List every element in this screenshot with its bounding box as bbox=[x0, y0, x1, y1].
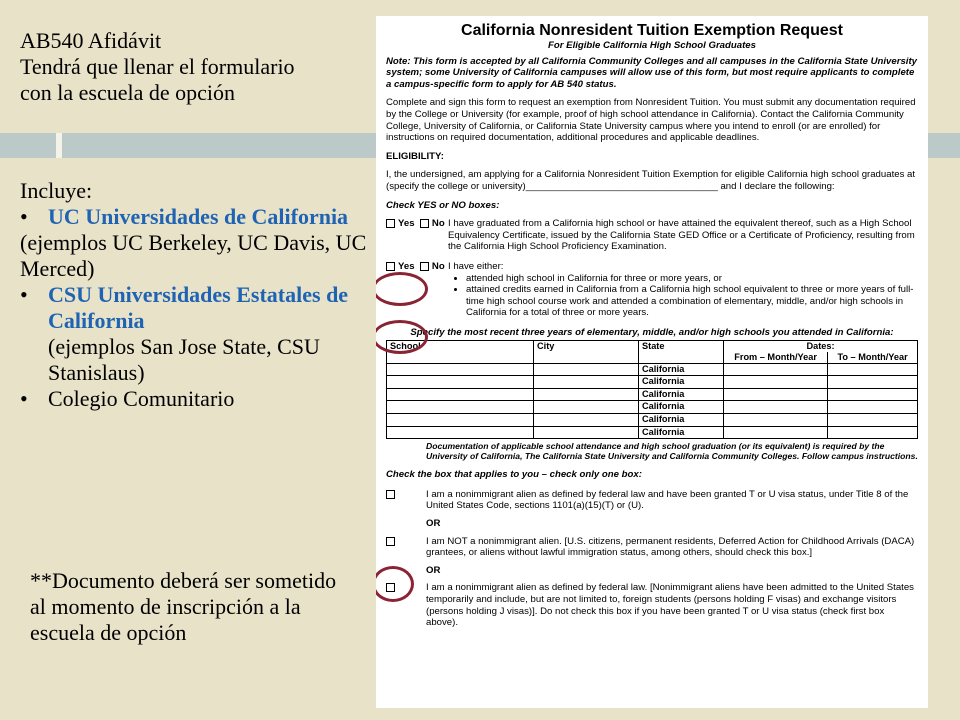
eligibility-text: I, the undersigned, am applying for a California Nonresident Tuition Exemption for eligible California high school graduates at (specify the college or university)____________________________________ and I declare the following: bbox=[386, 169, 916, 192]
includes-label: Incluye: bbox=[20, 178, 93, 203]
no-label: No bbox=[431, 260, 445, 272]
question-bullets bbox=[448, 273, 918, 319]
status-option bbox=[386, 582, 918, 628]
submission-note: **Documento deberá ser sometido al momento de inscripción a la escuela de opción bbox=[30, 568, 337, 645]
table-footnote: Documentation of applicable school attendance and high school graduation (or its equivalent) is required by the University of California, The California State University and California Community Colleges. Follow campus instructions. bbox=[426, 441, 918, 462]
status-checkbox[interactable] bbox=[386, 537, 395, 546]
yes-label: Yes bbox=[398, 218, 415, 230]
list-item-detail: (ejemplos San Jose State, CSU Stanislaus) bbox=[48, 334, 320, 385]
col-city: City bbox=[534, 341, 639, 363]
form-title: California Nonresident Tuition Exemption Request bbox=[461, 22, 843, 39]
col-school: School bbox=[387, 341, 534, 363]
question-body bbox=[448, 261, 918, 319]
status-option bbox=[386, 536, 918, 559]
question-bullet: • attained credits earned in California from a California high school equivalent to three or more years of full-time high school course work and attended a combination of elementary, middle, and/or high schools in California for a total of three or more years. bbox=[466, 284, 918, 319]
col-state: State bbox=[639, 341, 724, 363]
yes-no-options bbox=[386, 218, 448, 253]
list-item-detail: (ejemplos UC Berkeley, UC Davis, UC Merced) bbox=[20, 230, 367, 281]
status-checkbox[interactable] bbox=[386, 490, 395, 499]
list-item bbox=[20, 204, 370, 230]
form-intro: Complete and sign this form to request an exemption from Nonresident Tuition. You must submit any documentation required by the College or University (for example, proof of high school attendance in California). Contact the California Community College, University of California, or California State University campus where you intend to enroll (or are enrolled) for instructions on required documentation, additional procedures and applicable deadlines. bbox=[386, 97, 916, 144]
state-cell: California bbox=[639, 414, 724, 427]
accent-bar-left bbox=[0, 133, 56, 158]
question-bullet: • attended high school in California for three or more years, or bbox=[466, 273, 918, 285]
tuition-exemption-form-image bbox=[376, 16, 928, 708]
yes-checkbox[interactable] bbox=[386, 262, 395, 271]
bullet-icon: • bbox=[20, 386, 28, 411]
question-text: I have either: bbox=[448, 260, 504, 272]
col-to: To – Month/Year bbox=[828, 352, 918, 363]
question-row bbox=[386, 218, 918, 253]
status-option bbox=[386, 489, 918, 512]
table-header-row bbox=[387, 341, 918, 352]
state-cell: California bbox=[639, 376, 724, 389]
list-item-title: CSU Universidades Estatales de California bbox=[48, 282, 349, 333]
table-row bbox=[387, 376, 918, 389]
state-cell: California bbox=[639, 363, 724, 376]
check-label: Check YES or NO boxes: bbox=[386, 199, 500, 211]
list-item bbox=[20, 282, 370, 334]
or-label: OR bbox=[426, 564, 441, 576]
question-row bbox=[386, 261, 918, 319]
col-dates: Dates: bbox=[724, 341, 918, 352]
bullet-icon: • bbox=[20, 204, 28, 229]
list-item bbox=[20, 386, 370, 412]
form-note: Note: This form is accepted by all California Community Colleges and all campuses in the California State University system; some University of California campuses will allow use of this form, but most require applicants to complete a campus-specific form to apply for AB 540 status. bbox=[386, 55, 917, 90]
table-row bbox=[387, 426, 918, 439]
list-item-title: UC Universidades de California bbox=[48, 204, 349, 229]
list-item-detail: Colegio Comunitario bbox=[48, 386, 235, 411]
bullet-icon: • bbox=[20, 282, 28, 307]
form-subtitle: For Eligible California High School Graduates bbox=[548, 40, 756, 51]
state-cell: California bbox=[639, 388, 724, 401]
no-label: No bbox=[431, 218, 445, 230]
table-heading: Specify the most recent three years of elementary, middle, and/or high schools you attended in California: bbox=[410, 326, 894, 338]
schools-table bbox=[386, 340, 918, 439]
yes-checkbox[interactable] bbox=[386, 219, 395, 228]
includes-list bbox=[20, 178, 370, 412]
eligibility-heading: ELIGIBILITY: bbox=[386, 150, 444, 162]
col-from: From – Month/Year bbox=[724, 352, 828, 363]
status-option-text: I am NOT a nonimmigrant alien. [U.S. citizens, permanent residents, Deferred Action for Childhood Arrivals (DACA) grantees, or aliens without lawful immigration status, among others, should check this box.] bbox=[426, 535, 915, 559]
state-cell: California bbox=[639, 426, 724, 439]
table-row bbox=[387, 363, 918, 376]
or-label: OR bbox=[426, 518, 441, 529]
no-checkbox[interactable] bbox=[420, 219, 429, 228]
status-option-text: I am a nonimmigrant alien as defined by federal law and have been granted T or U visa status, under Title 8 of the United States Code, sections 1101(a)(15)(T) or (U). bbox=[426, 488, 909, 512]
state-cell: California bbox=[639, 401, 724, 414]
heading-line: con la escuela de opción bbox=[20, 80, 236, 105]
yes-label: Yes bbox=[398, 260, 415, 272]
heading-line: Tendrá que llenar el formulario bbox=[20, 54, 295, 79]
status-option-text: I am a nonimmigrant alien as defined by federal law. [Nonimmigrant aliens have been admitted to the United States temporarily and include, but are not limited to, foreign students (persons holding F visas) and exchange visitors (persons holding J visas)]. Do not check this box if you have been granted T or U visa status (check first box above). bbox=[426, 582, 914, 629]
slide-heading bbox=[20, 28, 360, 106]
table-row bbox=[387, 401, 918, 414]
question-text: I have graduated from a California high school or have attained the equivalent thereof, such as a High School Equivalency Certificate, issued by the California State GED Office or a Certificate of Proficiency, resulting from the California High School Proficiency Examination. bbox=[448, 218, 915, 253]
table-row bbox=[387, 388, 918, 401]
no-checkbox[interactable] bbox=[420, 262, 429, 271]
status-heading: Check the box that applies to you – check only one box: bbox=[386, 469, 642, 481]
heading-line: AB540 Afidávit bbox=[20, 28, 162, 53]
table-row bbox=[387, 414, 918, 427]
